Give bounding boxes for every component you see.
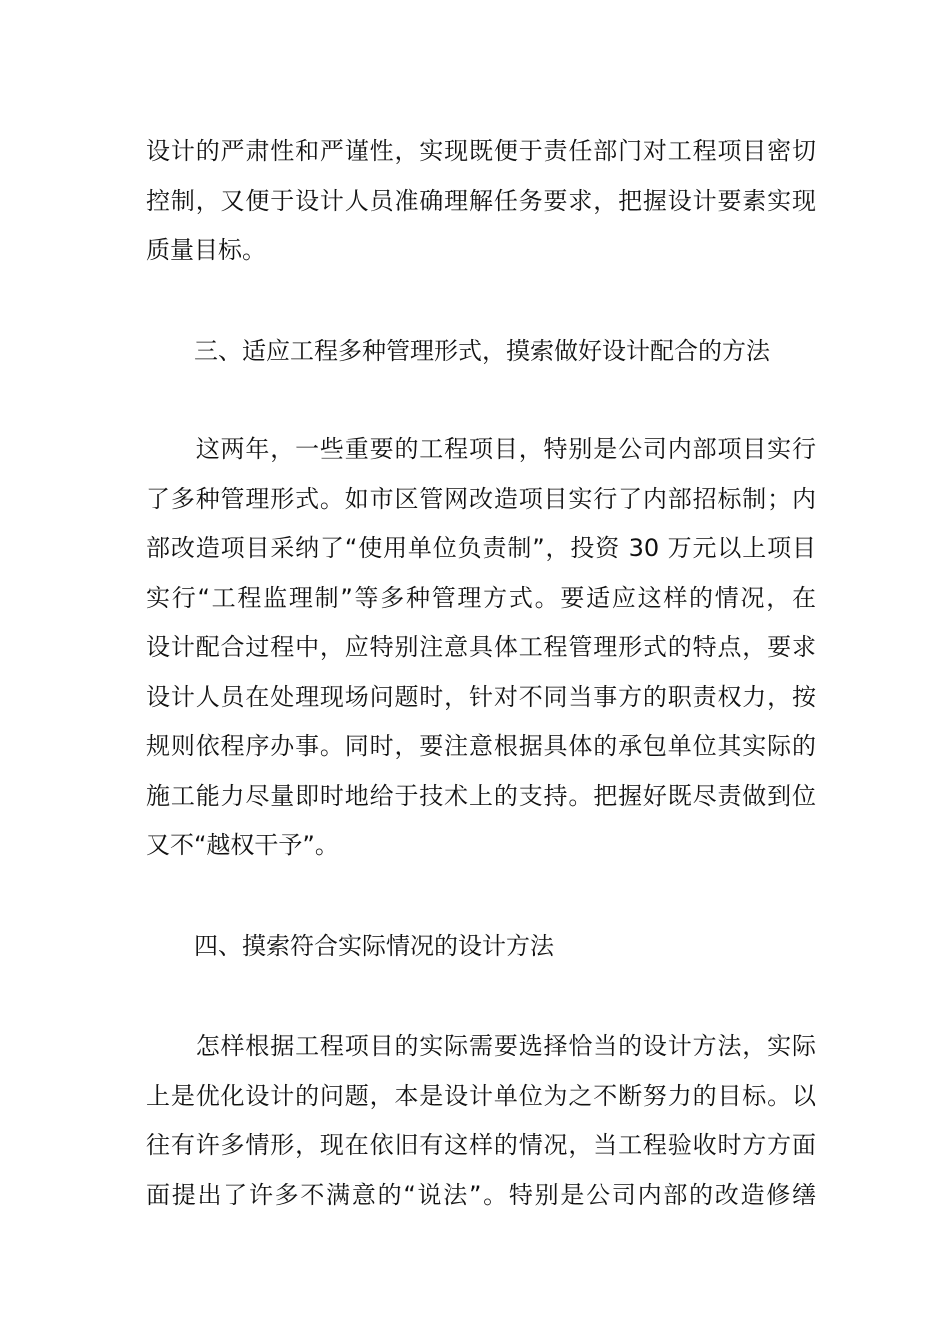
paragraph-line: 部改造项目采纳了“使用单位负责制”，投资 30 万元以上项目 (146, 534, 816, 562)
paragraph-line: 这两年，一些重要的工程项目，特别是公司内部项目实行 (146, 435, 816, 463)
paragraph-line: 往有许多情形，现在依旧有这样的情况，当工程验收时方方面 (146, 1131, 816, 1159)
paragraph-line: 了多种管理形式。如市区管网改造项目实行了内部招标制；内 (146, 484, 816, 513)
section-heading-4: 四、摸索符合实际情况的设计方法 (194, 932, 554, 960)
paragraph-line: 面提出了许多不满意的“说法”。特别是公司内部的改造修缮 (146, 1180, 816, 1209)
paragraph-line: 规则依程序办事。同时，要注意根据具体的承包单位其实际的 (146, 732, 816, 760)
paragraph-line: 设计人员在处理现场问题时，针对不同当事方的职责权力，按 (146, 682, 816, 711)
section-heading-3: 三、适应工程多种管理形式，摸索做好设计配合的方法 (194, 337, 770, 365)
paragraph-line: 质量目标。 (146, 236, 266, 264)
paragraph-line: 又不“越权干予”。 (146, 831, 339, 859)
paragraph-3 (146, 1022, 816, 1220)
paragraph-line: 设计配合过程中，应特别注意具体工程管理形式的特点，要求 (146, 633, 816, 661)
paragraph-line: 控制，又便于设计人员准确理解任务要求，把握设计要素实现 (146, 186, 816, 215)
paragraph-line: 怎样根据工程项目的实际需要选择恰当的设计方法，实际 (146, 1032, 816, 1060)
paragraph-2 (146, 425, 816, 871)
paragraph-line: 实行“工程监理制”等多种管理方式。要适应这样的情况，在 (146, 583, 816, 612)
paragraph-1 (146, 127, 816, 276)
paragraph-line: 施工能力尽量即时地给于技术上的支持。把握好既尽责做到位 (146, 781, 816, 810)
paragraph-line: 设计的严肃性和严谨性，实现既便于责任部门对工程项目密切 (146, 137, 816, 165)
paragraph-line: 上是优化设计的问题，本是设计单位为之不断努力的目标。以 (146, 1081, 816, 1110)
